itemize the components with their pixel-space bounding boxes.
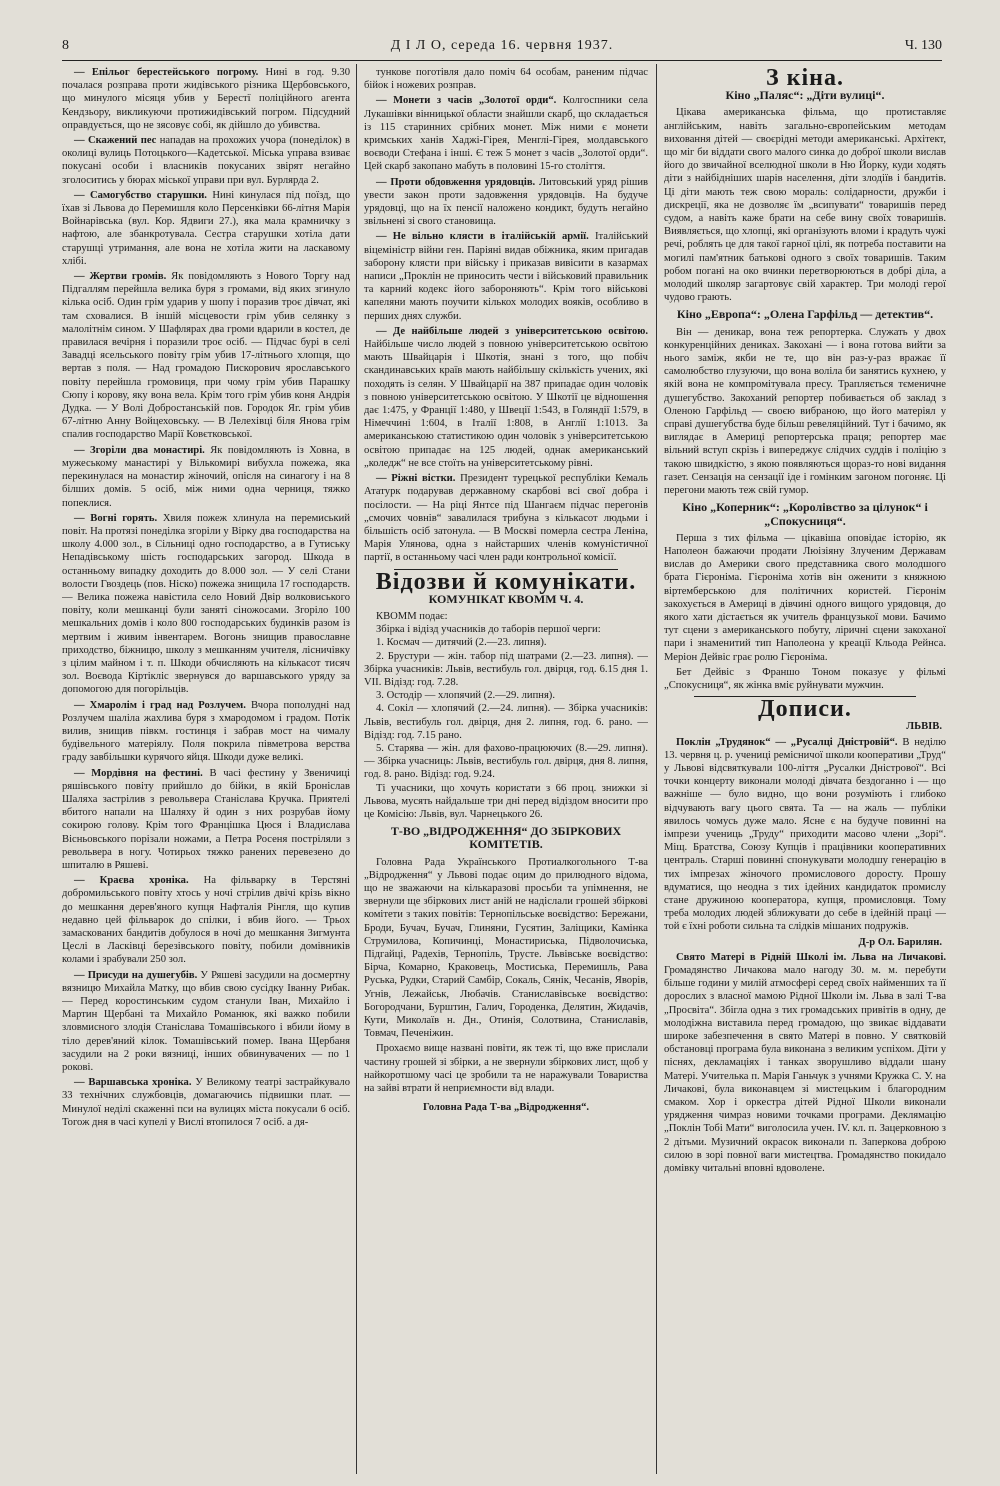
film-heading: Кіно „Европа“: „Олена Гарфільд — детектив“. — [676, 307, 934, 322]
news-item-title: — Монети з часів „Золотої орди“. — [376, 95, 557, 107]
communique-list — [364, 636, 648, 781]
news-item-text: Як повідомляють із Ховна, в мужеському манастирі у Вількомирі вибухла пожежа, яка перекинулася на монастир жіночий, опісля на синагогу і на 8 білших домів. 5 осіб, між ними одна черниця, тяжко попеклися. — [62, 444, 350, 509]
communique-intro: КВОММ подає: — [376, 610, 448, 622]
report-text: В неділю 13. червня ц. р. учениці ремісничої школи кооперативи „Труд“ у Львові відсвяткували 100-ліття „Русалки Дністрової“. Всі точки концерту виконали молоді дівчата бездоганно і — що важніше — було видно, що вони розуміють і глибоко відчувають вагу цього свята. Та — на жаль — публіки явилось чомусь дуже мало. Ясне є на будуче повинні на імпрези учениць „Труду“ приходити масово члени „Зорі“. Міщ. Братства, Союзу Купців і працівники кооперативних централь. Старші повинні спонукувати молодшу генерацію в тих імпрезах жіночого промислового доросту. Прошу вдуматися, що неодна з тих ідейних кандидаток промислу стане дружиною кооператора, купця, промисловця. Тому треба молодих людей зближувати до себе в ідейній праці — той є їхні роботи сильна та слідків мішаних подружів. — [664, 736, 946, 933]
news-item-title: — Хмаролім і град над Розлучем. — [74, 699, 246, 711]
news-item — [62, 969, 350, 1075]
news-item — [62, 444, 350, 510]
news-item — [62, 189, 350, 268]
report-title: Поклін „Трудянок“ — „Русалці Дністровій“. — [676, 736, 898, 748]
news-item-text: Литовський уряд рішив увести закон проти задовження урядовців. На будуче урядовці, що на їх пенсії наложено кондикт, будуть негайно звільнені зі свого становища. — [364, 176, 648, 228]
masthead-line: Д І Л О, середа 16. червня 1937. — [390, 38, 614, 53]
news-item-title: — Вогні горять. — [74, 512, 158, 524]
news-item — [62, 270, 350, 442]
report-place: ЛЬВІВ. — [906, 721, 942, 733]
page-number: 8 — [62, 38, 69, 53]
news-item-title: — Проти обдовження урядовців. — [376, 176, 536, 188]
news-item-text: Італійський віцеміністр війни ген. Паріяні видав обіжника, яким пригадав заборону клясти при війську і приказав вивісити в казармах написи „Проклін не приносить чести і військовий правильник та карний кодекс його забороняють“. Крім того військові капеляни мають поучити кількох молодих вояків, особливо в перших днях служби. — [364, 231, 648, 322]
column-divider — [356, 64, 357, 1474]
news-item-text: Хвиля пожеж хлинула на перемиський повіт. На протязі понеділка згоріли у Вірку два господарства на школу 4.000 зол., в Сільниці одно господарство, а в Гутиську Непадівському шість господарських загород. Шкода в останньому випадку доходить до 8.000 зол. — У селі Стани волости Гвоздець (пов. Ніско) пожежа знищила 17 господарств. — Велика пожежа навістила село Новий Двір волковиського повіту, коли мешканці були заняті сіножосами. Згоріло 100 мешкальних домів і коло 800 господарських будинків разом із мертвим і живим інвентарем. Вогонь знищив православне приходство, біжницю, школу з мешканням учителя, лісничівку з цілим майном і т. п. Шкоди обчисляють на кількасот тисяч зол. Воєвода Кіртікліс звернувся до варшавського уряду за допомогою для погорільців. — [62, 512, 350, 696]
news-item-text: Колгоспники села Лукашівки вінницької области знайшли скарб, що складається із 115 старинних срібних монет. Між ними є монети кримських ханів Хаджі-Гірея, Менглі-Гірея, молдавського воєводи Стефана і інші. Є теж 5 монет з часів „Золотої орди“. Цей скарб закопано мабуть в половині 15-го століття. — [364, 95, 648, 173]
film-review: Бет Дейвіс з Франшо Тоном показує у фільмі „Спокусниця“, як жінка вміє руйнувати мужчин. — [664, 666, 946, 691]
vidrodzhennia-signature: Головна Рада Т-ва „Відродження“. — [422, 1102, 590, 1114]
communique-item: 1. Космач — дитячий (2.—23. липня). — [376, 637, 547, 649]
news-item — [62, 767, 350, 873]
news-item — [62, 512, 350, 697]
communique-item: 4. Сокіл — хлопячий (2.—24. липня). — Збірка учасників: Львів, вестибуль гол. двірця, дня 2. липня, год. 6. рано. — Відізд: год. 7.15 рано. — [364, 703, 648, 741]
reports-list — [664, 736, 946, 1176]
news-item-title: — Ріжні вістки. — [376, 473, 456, 485]
news-item-title: — Скажений пес — [74, 135, 157, 147]
news-item-text: На фільварку в Терстяні добромильського повіту хтось у ночі стрілив двічі крізь вікно до мешкання дерев'яного купця Нафталія Рінгля, що купив недавно цей фільварок до спілки, і вбив його. — Трьох замаскованих бандитів добулося в ночі до мешкання Зигмунта Цеслі в Ласківці березівського повіту, побили домівників колами і зрабували 250 зол. — [62, 875, 350, 966]
news-item — [364, 94, 648, 173]
section-title-cinema: З кіна. — [766, 66, 844, 91]
section-title-reports: Дописи. — [758, 696, 852, 723]
film-heading: Кіно „Коперник“: „Королівство за цілунок“ і „Спокусниця“. — [682, 500, 928, 528]
news-item-title: — Згоріли два монастирі. — [74, 444, 205, 456]
news-item-text: нападав на прохожих учора (понеділок) в околиці вулиць Потоцького—Кадетської. Міська управа взиває покусані особи і власників покусаних звірят негайно зголоситись у бюрах міської управи при вул. Бурлярда 2. — [62, 135, 350, 186]
news-item-title: — Краєва хроніка. — [74, 875, 189, 887]
news-item-title: — Жертви громів. — [74, 271, 167, 283]
column-2 — [364, 66, 648, 1466]
news-item-title: — Мордівня на фестині. — [74, 767, 203, 779]
communique-closing: Ті учасники, що хочуть користати з 66 проц. знижки зі Львова, мусять найдальше три дні перед відіздом вносити про це Комісію: Львів, вул. Чарнецького 26. — [364, 782, 648, 820]
news-item-text: В часі фестину у Звеничиці ряшівського повіту прийшло до бійки, в якій Броніслав Шаляха застрілив з револьвера Станіслава Кручка. Приятелі вбитого напали на Шаляху й один з них розрубав йому сокирою голову. Крім того Францішка Цюся і Владислава Вісньовського порізали ножами, а Петра Росеня постріляли з револьвера в ногу. Чотирьох тяжко ранених перевезено до шпиталю в Ряшеві. — [62, 767, 350, 871]
news-item-title: — Де найбільше людей з університетською освітою. — [376, 325, 648, 337]
vidrodzhennia-appeal: Прохаємо вище названі повіти, як теж ті, що вже прислали частину грошей зі збірки, а не звернули збіркових лист, щоб у найкоротшому часі це зробили та не наражували Товариства на зайві втрати й неприємности від влади. — [364, 1043, 648, 1095]
communique-title: КОМУНІКАТ КВОММ Ч. 4. — [428, 591, 584, 606]
film-reviews — [664, 89, 946, 692]
news-item-text: У Великому театрі застрайкувало 33 технічних службовців, домагаючись підвишки плат. — Минулої неділі скаженні пси на вулицях міста покусали 6 осіб. Тогож дня в часі купелі у Вислі втопилося 7 осіб. а дя- — [62, 1077, 350, 1128]
page-header — [62, 38, 942, 61]
news-item — [364, 230, 648, 322]
news-item — [364, 472, 648, 564]
film-heading: Кіно „Паляс“: „Діти вулиці“. — [725, 88, 885, 103]
news-item — [364, 66, 648, 92]
news-item — [62, 874, 350, 966]
film-review: Він — деникар, вона теж репортерка. Служать у двох конкуренційних дениках. Закохані — і вона готова вийти за нього заміж, якби не те, що він раз-у-раз вражає її самолюбство глузуючи, що вона воліла би занятись кухнею, у якій вона не компромітувала пресу. Трапляється тєменичне душегубство. Закоханий репортер побивається об заклад з Оленою Гарфільд — своєю вибраною, що його матеріял у справі душегубства буде більш ревеляційний. Тут і бачимо, як виглядає в Америці репортерська праця; репортер має вільний вступ скрізь і випереджує слідчих суддів і поліцію з такою швидкістю, з якою появляються щораз-то нові видання газет. Сензація на сензації іде і гомінким загоном погоняє. Ці перегони мають теж свій гумор. — [664, 326, 946, 497]
news-item-title: — Не вільно клясти в італійській армії. — [376, 231, 589, 243]
news-item-title: — Епільог берестейського погрому. — [74, 67, 259, 78]
news-item-text: Президент турецької республіки Кемаль Ататурк подарував державному скарбові всі свої добра і посілости. — На ріці Янтсе під Шангаєм підчас перегонів „смочих човнів“ завалилася трибуна з кількасот людьми і більшість осіб затонула. — В Москві померла сестра Леніна, Марія Улянова, одна з найстарших членів комуністичної партії, в останньому часі член ради контрольної комісії. — [364, 473, 648, 564]
column-1 — [62, 66, 350, 1466]
communique-item: 2. Брустури — жін. табор під шатрами (2.—23. липня). — Збірка учасників: Львів, вестибуль гол. двірця, год. 6.15 дня 1. VII. Відізд: год. 7.28. — [364, 650, 648, 688]
issue-number: Ч. 130 — [904, 38, 942, 53]
report — [664, 736, 946, 934]
vidrodzhennia-body: Головна Рада Українського Протиалкогольного Т-ва „Відродження“ у Львові подає оцим до прилюдного відома, що не зважаючи на кількаразові просьби та упімнення, не звернули ще збіркових лист аній не надіслали грошей збіркові комітети з таких повітів: Тернопільське воєвідство: Бережани, Броди, Бучач, Бучач, Глиняни, Гусятин, Заліщики, Камінка Струмилова, Копичинці, Монастириська, Підволочиська, Підгайці, Радехів, Тернопіль, Трусте. Львівське воєвідство: Бірча, Комарно, Краковець, Мостиська, Перемишль, Рава Руська, Рудки, Старий Самбір, Сокаль, Сянік, Чесанів, Яворів, Угнів, Лежайськ, Любачів. Станиславівське воєвідство: Богородчани, Бурштин, Галич, Городенка, Делятин, Жидачів, Кути, Миколаїв н. Дн., Отинія, Солотвина, Станиславів, Товмач, Печеніжин. — [364, 856, 648, 1040]
film-review: Цікава американська фільма, що протиставляє англійським, навіть загально-європейським методам виховання дітей — своєрідні методи американські. Архітект, що міг би віддати свого малого синка до доброї школи вислав його до звичайної вселюдної школи в Ню Йорку, куди ходять діти з найбідніших шарів населення, діти злодіїв і бандитів. Ці діти мають теж свою мораль: солідарности, дружби і дискреції, яка не дозволяє їм „всипувати“ товаришів перед судом, а навіть каже брати на себе вину своїх товаришів. Виявляється, що хлопці, які організують вломи і крадуть чужі речі, роблять це для такої гарної цілі, як потреба поставити на могилі пам'ятник батькові одного з своїх товаришів. Таким робом погані на око вчинки перетворюються в добрі діла, а молодий школяр загартовує свій характер. Три молоді герої чудово грають. — [664, 107, 946, 304]
column-2-news — [364, 66, 648, 565]
news-item-text: Як повідомляють з Нового Торгу над Підгаллям перейшла велика буря з громами, від яких згинуло кілька осіб. Один грім ударив у шопу і поразив троє дівчат, які там сховалися. В іншій місцевости грім убив селянку з малолітнім сином. У Шафлярах два громи вдарили в костел, де правилася вечірня і поразили троє осіб. — Підчас бурі в селі Завадці ясельського повіту грім убив 17-літнього хлопця, що вертав з поля. — Над громадою Пискорович ярославського повіту перейшла громовиця, при чому грім убив Парашку Сюпу і корову, яку вона вела. Крім того грім убив коня Андрія Дудка. — У Волі Добростанській пов. Городок Яг. грім убив 67-літню Анну Войцеховську. — В Лелехівці біля Янова грім спалив господарство Марії Ковєтковської. — [62, 271, 350, 441]
news-item-text: тункове поготівля дало поміч 64 особам, раненим підчас бійок і ножевих розправ. — [364, 67, 648, 92]
communique-item: 5. Старява — жін. для фахово-працюючих (8.—29. липня). — Збірка учасниць: Львів, вестибуль гол. двірця, дня 8. липня, год. 8. рано. Відізд: год. 9.24. — [364, 742, 648, 781]
communique-item: 3. Остодір — хлопячий (2.—29. липня). — [376, 690, 555, 702]
vidrodzhennia-title: Т-ВО „ВІДРОДЖЕННЯ“ ДО ЗБІРКОВИХ КОМІТЕТІВ. — [390, 824, 622, 852]
report-text: Громадянство Личакова мало нагоду 30. м. м. перебути більше години у милій атмосфері серед своїх найменших та її дорослих з власної мамою Рідної Школи ім. Льва в залі Т-ва „Просвіта“. Збігла одна з тих громадських привітів в одну, де молодіжна виставила перед громадою, що звикає віддавати широке забезпечення в свято Матері в повно. У святковій обстановці програма була виконана з великим успіхом. Діти у піснях, декламаціях і танках зворушливо віддали шану Матері. Учителька п. Марія Ганьчук з учнями Кружка С. У. на Личакові, була виконавцем зі мистецьким і благородним смаком. Хор і оркестра дітей Рідної Школи виконали урядження чимраз новими точками програми. Деклямацію „Поклін Тобі Мати“ виголосила учен. IV. кл. п. Зацерковною з 2 дітьми. Музичний окрасок виконали п. Заперкова доброю силою в зорі повної ваги мистецтва. Громадянство покидало домівку читальні вповні вдоволене. — [664, 965, 946, 1175]
news-item — [62, 66, 350, 132]
film-review: Перша з тих фільма — цікавіша оповідає історію, як Наполеон бажаючи продати Люізіяну Злученим Державам вислав до Америки свого представника свого молодшого брата Гієроніма. Гієронімa хотів він оженити з княжною віртемберською для політичних користей. Гієронім закохується в Америці в дівчині одного вищого урядовця, до якого хати дістається як учитель французької мови. Бачимо тут сцени з американського побуту, ліричні сцени закоханої пари і знаменитий тип Наполеона у креації Кльода Рейнса. Меріон Дейвіс грає ролю Гієроніма. — [664, 532, 946, 663]
news-item-title: — Присуди на душегубів. — [74, 969, 198, 981]
news-item — [62, 1076, 350, 1129]
report-title: Свято Матері в Рідній Школі ім. Льва на Личакові. — [676, 951, 946, 963]
column-divider — [656, 64, 657, 1474]
section-title-communiques: Відозви й комунікати. — [375, 568, 637, 595]
news-item — [364, 325, 648, 470]
news-item-title: — Варшавська хроніка. — [74, 1077, 192, 1089]
column-3 — [664, 66, 946, 1466]
news-item — [364, 176, 648, 229]
communique-lead: Збірка і відізд учасників до таборів першої черги: — [376, 624, 601, 636]
report-signature: Д-р Ол. Барилян. — [858, 936, 942, 948]
report — [664, 951, 946, 1175]
news-item-text: Вчора пополудні над Розлучем шаліла жахлива буря з хмародомом і градом. Потік вилив, знищив півкм. гостинця і забрав мост на чималу будівельного матеріялу. Поля покрила півметрова верства граду завбільшки курячого яйця. Шкоди дуже великі. — [62, 699, 350, 764]
news-item — [62, 699, 350, 765]
news-item-text: Нині кинулася під поїзд, що їхав зі Львова до Перемишля коло Персенківки 66-літня Марія Войнарівська (вул. Кор. Ядвиги 27.), яка мала крамничку з нафтою, але збанкротувала. Сестра старушки хотіла дати старушці утримання, але вона не хотіла жити на ласкавому хлібі. — [62, 189, 350, 267]
news-item-text: У Ряшеві засудили на досмертну вязницю Михайла Матку, що вбив свою сусідку Іванну Рибак. — Перед коростинським судом станули Іван, Михайло і Мартин Щербані та Михайло Романюк, які важко побили зловмисного злодія Станіслава Томашівського і вбили йому в тіло дерев'яний кілок. Томашівський помер. Івана Щербаня засудили на 2 роки вязниці, інших обвинувачених — по 1 рокові. — [62, 969, 350, 1074]
news-item-text: Найбільше число людей з повною університетською освітою мають Швайцарія і Шкотія, знані з того, що побіч скандинавських країв мають найбільшу скількість учених, які походять із селян. У Швайцарії на 387 припадає один чоловік з повною університетською освітою. У Шкотії це відношення дає 1:475, у Франції 1:480, у Швеції 1:543, в Голяндії 1:579, в Німеччині 1:604, в Італії 1:808, в Англії 1:1013. За американською статистикою один чоловік з університетською освітою припадає на 125 людей, однак американський „коледж“ не все стоїть на університетському рівні. — [364, 339, 648, 469]
news-item-title: — Самогубство старушки. — [74, 189, 207, 201]
news-item-text: Нині в год. 9.30 почалася розправа проти жидівського різника Щербовського, що минулого місяця убив у Берестї поліційного агента Кендзьору, викликуючи протижидівський погром. Підсудний оправдується, що не зясовує собі, як дійшло до убивства. — [62, 67, 350, 131]
news-item — [62, 134, 350, 187]
